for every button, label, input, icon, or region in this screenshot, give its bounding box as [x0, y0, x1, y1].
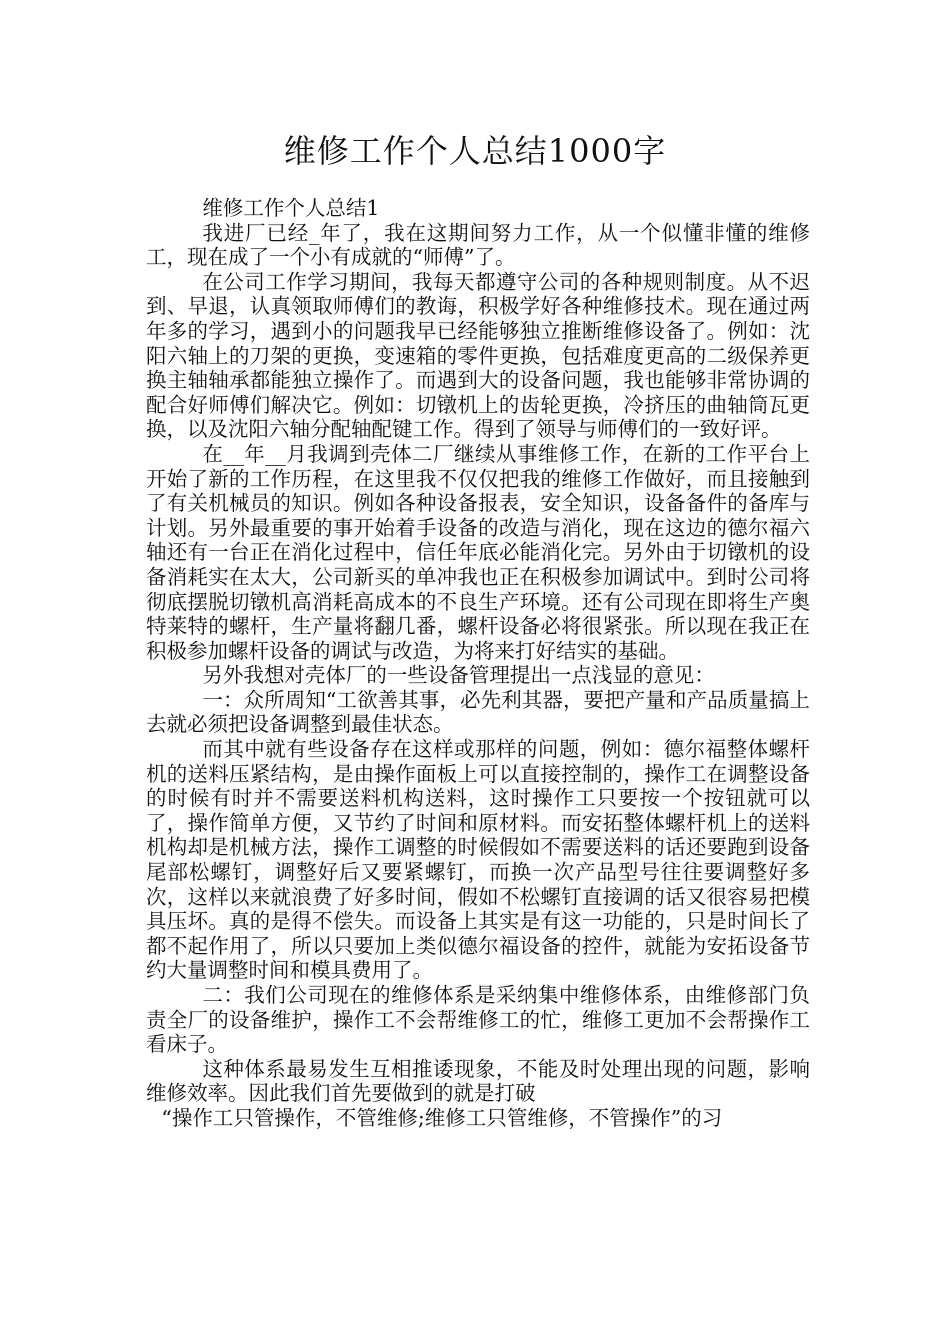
section-heading: 维修工作个人总结1 [202, 196, 380, 220]
document-body [146, 196, 810, 1131]
document-title: 维修工作个人总结1000字 [283, 132, 667, 170]
paragraph: “操作工只管操作，不管维修;维修工只管维修，不管操作”的习 [161, 1105, 723, 1130]
paragraph: 而其中就有些设备存在这样或那样的问题，例如：德尔福整体螺杆机的送料压紧结构，是由操作面板上可以直接控制的，操作工在调整设备的时候有时并不需要送料机构送料，这时操作工只要按一个按钮就可以了，操作简单方便，又节约了时间和原材料。而安拓整体螺杆机上的送料机构却是机械方法，操作工调整的时候假如不需要送料的话还要跑到设备尾部松螺钉，调整好后又要紧螺钉，而换一次产品型号往往要调整好多次，这样以来就浪费了好多时间，假如不松螺钉直接调的话又很容易把模具压坏。真的是得不偿失。而设备上其实是有这一功能的，只是时间长了都不起作用了，所以只要加上类似德尔福设备的控件，就能为安拓设备节约大量调整时间和模具费用了。 [146, 737, 810, 983]
paragraph: 这种体系最易发生互相推诿现象，不能及时处理出现的问题，影响维修效率。因此我们首先要做到的就是打破 [146, 1056, 810, 1106]
paragraph: 二：我们公司现在的维修体系是采纳集中维修体系，由维修部门负责全厂的设备维护，操作工不会帮维修工的忙，维修工更加不会帮操作工看床子。 [146, 983, 810, 1057]
paragraph: 在__年__月我调到壳体二厂继续从事维修工作，在新的工作平台上开始了新的工作历程，在这里我不仅仅把我的维修工作做好，而且接触到了有关机械员的知识。例如各种设备报表，安全知识，设备备件的备库与计划。另外最重要的事开始着手设备的改造与消化，现在这边的德尔福六轴还有一台正在消化过程中，信任年底必能消化完。另外由于切镦机的设备消耗实在太大，公司新买的单冲我也正在积极参加调试中。到时公司将彻底摆脱切镦机高消耗高成本的不良生产环境。还有公司现在即将生产奥特莱特的螺杆，生产量将翻几番，螺杆设备必将很紧张。所以现在我正在积极参加螺杆设备的调试与改造，为将来打好结实的基础。 [146, 441, 810, 663]
paragraph: 另外我想对壳体厂的一些设备管理提出一点浅显的意见： [202, 663, 715, 688]
paragraph: 我进厂已经_年了，我在这期间努力工作，从一个似懂非懂的维修工，现在成了一个小有成就的“师傅”了。 [146, 220, 810, 270]
paragraph: 一：众所周知“工欲善其事，必先利其器，要把产量和产品质量搞上去就必须把设备调整到最佳状态。 [146, 687, 810, 737]
paragraph: 在公司工作学习期间，我每天都遵守公司的各种规则制度。从不迟到、早退，认真领取师傅们的教诲，积极学好各种维修技术。现在通过两年多的学习，遇到小的问题我早已经能够独立推断维修设备了。例如：沈阳六轴上的刀架的更换，变速箱的零件更换，包括难度更高的二级保养更换主轴轴承都能独立操作了。而遇到大的设备问题，我也能够非常协调的配合好师傅们解决它。例如：切镦机上的齿轮更换，冷挤压的曲轴筒瓦更换，以及沈阳六轴分配轴配键工作。得到了领导与师傅们的一致好评。 [146, 269, 810, 442]
